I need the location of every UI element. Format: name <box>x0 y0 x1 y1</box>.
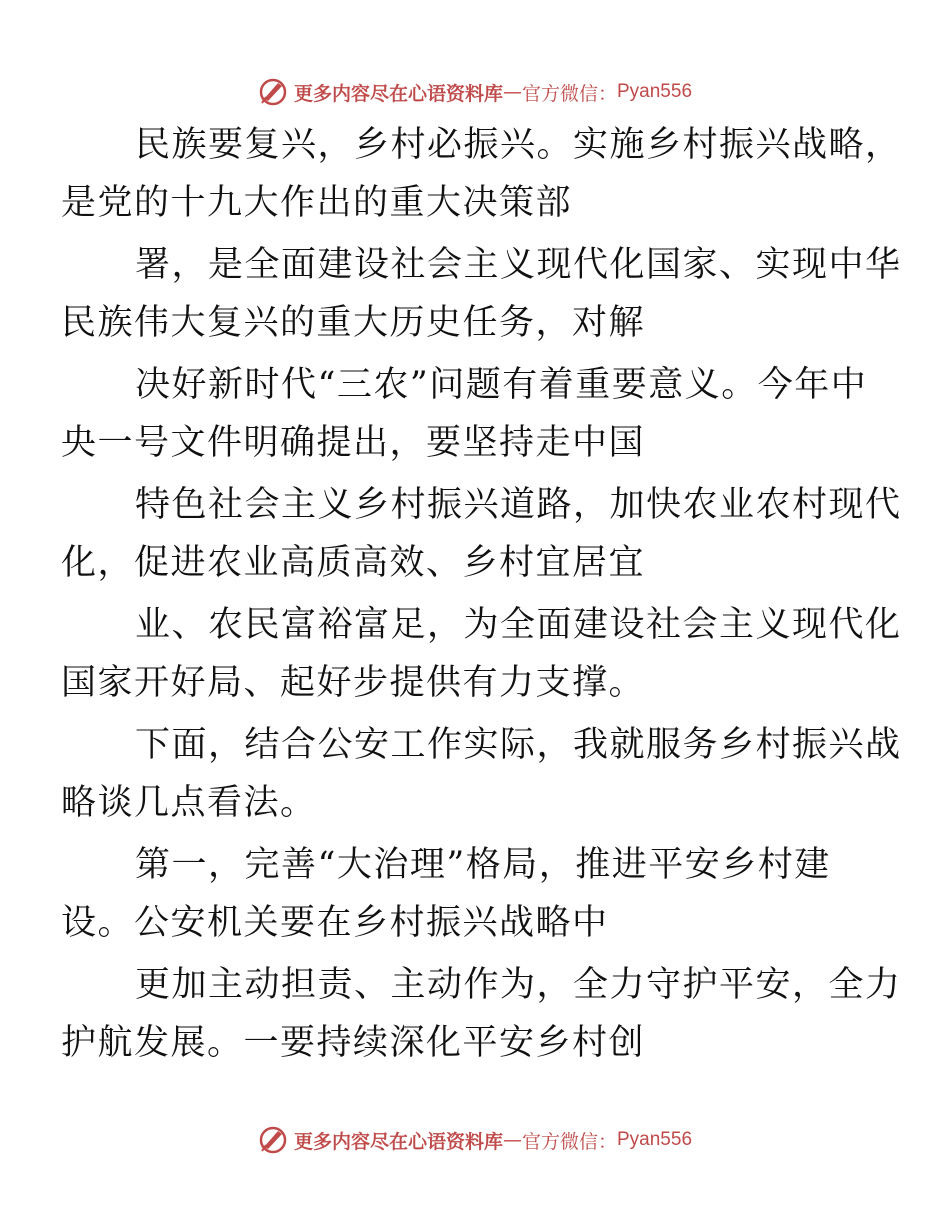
banner-wechat-id: Pyan556 <box>617 81 693 102</box>
paragraph <box>61 956 902 1072</box>
footer-banner <box>0 1120 950 1160</box>
quill-logo-icon <box>258 77 288 107</box>
banner-main-text: 更多内容尽在心语资料库 <box>293 82 503 105</box>
banner-separator: — <box>502 1129 522 1151</box>
text-line: 设。公安机关要在乡村振兴战略中 <box>61 903 609 943</box>
text-line: 民族要复兴，乡村必振兴。实施乡村振兴战略， <box>135 125 902 165</box>
banner-label-text: 官方微信： <box>521 82 617 105</box>
paragraph <box>61 236 902 352</box>
paragraph <box>61 716 902 832</box>
banner-separator: — <box>502 81 522 103</box>
document-body <box>61 116 902 1076</box>
text-line: 护航发展。一要持续深化平安乡村创 <box>61 1023 646 1063</box>
text-line: 民族伟大复兴的重大历史任务，对解 <box>61 303 646 343</box>
banner-main-text: 更多内容尽在心语资料库 <box>293 1130 503 1153</box>
paragraph <box>61 116 902 232</box>
text-line: 第一，完善“大治理”格局，推进平安乡村建 <box>135 845 831 885</box>
text-line: 是党的十九大作出的重大决策部 <box>61 183 573 223</box>
paragraph <box>61 596 902 712</box>
text-line: 略谈几点看法。 <box>61 783 317 823</box>
text-line: 特色社会主义乡村振兴道路，加快农业农村现代 <box>135 485 902 525</box>
paragraph <box>61 836 858 952</box>
text-line: 国家开好局、起好步提供有力支撑。 <box>61 663 646 703</box>
text-line: 央一号文件明确提出，要坚持走中国 <box>61 423 646 463</box>
text-line: 业、农民富裕富足，为全面建设社会主义现代化 <box>135 605 902 645</box>
paragraph <box>61 476 902 592</box>
text-line: 署，是全面建设社会主义现代化国家、实现中华 <box>135 245 902 285</box>
quill-logo-icon <box>258 1125 288 1155</box>
text-line: 下面，结合公安工作实际，我就服务乡村振兴战 <box>135 725 902 765</box>
header-banner <box>0 72 950 112</box>
banner-label-text: 官方微信： <box>521 1130 617 1153</box>
text-line: 化，促进农业高质高效、乡村宜居宜 <box>61 543 646 583</box>
text-line: 决好新时代“三农”问题有着重要意义。今年中 <box>135 365 868 405</box>
banner-wechat-id: Pyan556 <box>617 1129 693 1150</box>
paragraph <box>61 356 868 472</box>
text-line: 更加主动担责、主动作为，全力守护平安，全力 <box>135 965 902 1005</box>
